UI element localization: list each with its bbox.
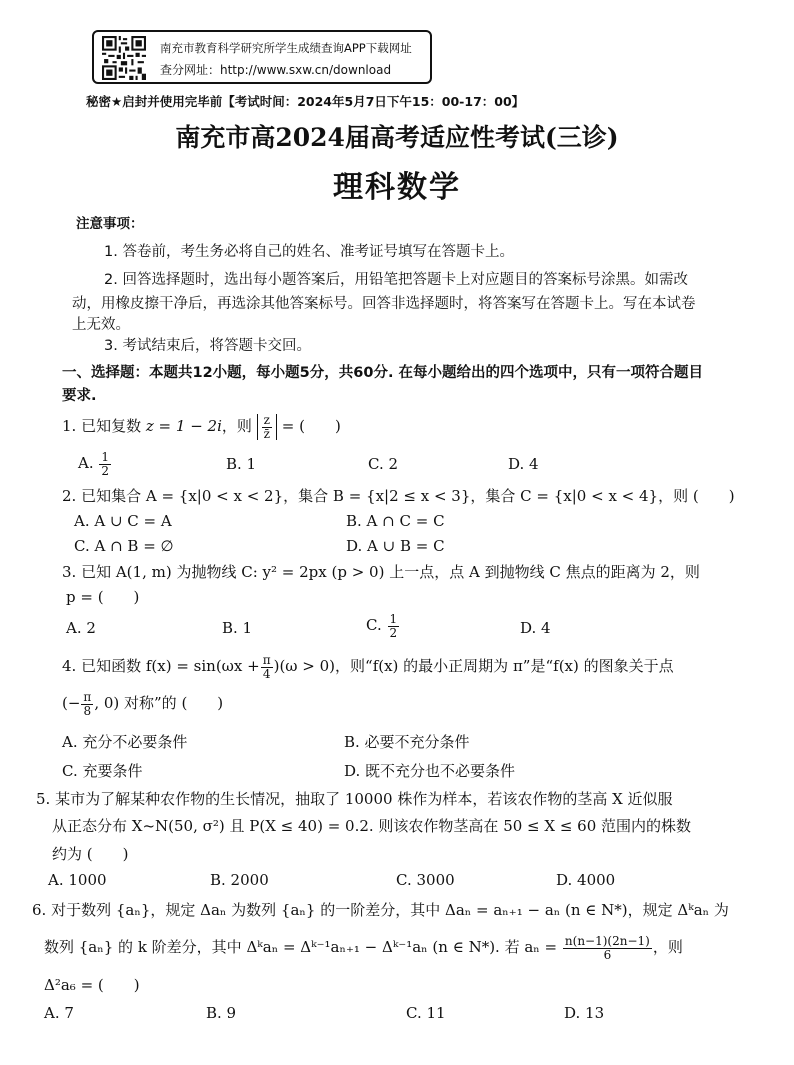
q1-option-b: B. 1 bbox=[226, 455, 257, 473]
note-3: 3. 考试结束后，将答题卡交回。 bbox=[104, 338, 311, 354]
q1-option-d: D. 4 bbox=[508, 455, 539, 473]
question-6-line-3: Δ²a₆ = ( ) bbox=[44, 976, 140, 994]
q6-frac-num: n(n−1)(2n−1) bbox=[564, 934, 650, 948]
q4-option-d: D. 既不充分也不必要条件 bbox=[344, 762, 516, 780]
q6-option-b: B. 9 bbox=[206, 1004, 237, 1022]
q4-stem-a1: 4. 已知函数 f(x) = sin(ωx + bbox=[62, 657, 260, 676]
question-5-line-1: 5. 某市为了解某种农作物的生长情况，抽取了 10000 株作为样本，若该农作物的茎高 X 近似服 bbox=[36, 790, 673, 808]
question-6-line-2 bbox=[44, 935, 683, 961]
q6-frac-den: 6 bbox=[603, 947, 612, 962]
secret-line: 秘密★启封并使用完毕前【考试时间：2024年5月7日下午15：00-17：00】 bbox=[86, 94, 525, 109]
q4-option-b: B. 必要不充分条件 bbox=[344, 733, 470, 751]
note-2-line-3: 上无效。 bbox=[72, 317, 130, 333]
qr-download-text: 南充市教育科学研究所学生成绩查询APP下载网址 bbox=[160, 41, 412, 55]
question-3-line-2: p = ( ) bbox=[66, 588, 140, 606]
q4-frac1-num: π bbox=[262, 653, 271, 667]
q4-frac2-den: 8 bbox=[83, 703, 92, 718]
qr-code-icon bbox=[102, 36, 146, 80]
q1-abs-den: z̄ bbox=[263, 426, 270, 441]
q1-expression: z = 1 − 2i bbox=[145, 417, 222, 436]
q1-option-a bbox=[78, 451, 112, 477]
q1-stem-c: = ( ) bbox=[281, 417, 341, 436]
q6-option-a: A. 7 bbox=[44, 1004, 74, 1022]
question-5-line-2: 从正态分布 X~N(50, σ²) 且 P(X ≤ 40) = 0.2. 则该农作物茎高在 50 ≤ X ≤ 60 范围内的株数 bbox=[52, 817, 692, 835]
exam-subject: 理科数学 bbox=[333, 170, 461, 205]
q3-option-d: D. 4 bbox=[520, 619, 551, 637]
q5-option-d: D. 4000 bbox=[556, 871, 616, 889]
notes-heading: 注意事项： bbox=[76, 216, 144, 232]
q5-option-b: B. 2000 bbox=[210, 871, 269, 889]
q4-frac2-num: π bbox=[83, 690, 92, 704]
q3-option-c-den: 2 bbox=[389, 625, 398, 640]
qr-url-text: 查分网址：http://www.sxw.cn/download bbox=[160, 63, 392, 77]
question-5-line-3: 约为 ( ) bbox=[52, 845, 129, 863]
q6-line-2b: ，则 bbox=[652, 938, 683, 957]
q6-option-c: C. 11 bbox=[406, 1004, 446, 1022]
q4-stem-a2: )(ω > 0)，则“f(x) 的最小正周期为 π”是“f(x) 的图象关于点 bbox=[273, 657, 674, 676]
note-2-line-1: 2. 回答选择题时，选出每小题答案后，用铅笔把答题卡上对应题目的答案标号涂黑。如需改 bbox=[104, 272, 688, 288]
question-3-line-1: 3. 已知 A(1, m) 为抛物线 C: y² = 2px (p > 0) 上一点，点 A 到抛物线 C 焦点的距离为 2，则 bbox=[62, 563, 700, 581]
q1-stem-a: 1. 已知复数 bbox=[62, 417, 142, 436]
question-2: 2. 已知集合 A = {x|0 < x < 2}，集合 B = {x|2 ≤ x < 3}，集合 C = {x|0 < x < 4}，则 ( ) bbox=[62, 487, 735, 505]
q3-option-c-label: C. bbox=[366, 616, 382, 635]
question-4-line-1 bbox=[62, 654, 674, 680]
q2-option-c: C. A ∩ B = ∅ bbox=[74, 537, 174, 555]
q1-stem-b: ，则 bbox=[221, 417, 252, 436]
q3-option-b: B. 1 bbox=[222, 619, 253, 637]
question-4-line-2 bbox=[62, 691, 223, 717]
q2-option-a: A. A ∪ C = A bbox=[74, 512, 172, 530]
question-1 bbox=[62, 414, 341, 440]
note-1: 1. 答卷前，考生务必将自己的姓名、准考证号填写在答题卡上。 bbox=[104, 244, 514, 260]
qr-header-box bbox=[92, 30, 432, 84]
q1-option-a-den: 2 bbox=[101, 463, 110, 478]
section-line-1: 一、选择题：本题共12小题，每小题5分，共60分. 在每小题给出的四个选项中，只有一项符合题目 bbox=[62, 365, 703, 381]
q5-option-c: C. 3000 bbox=[396, 871, 455, 889]
q1-abs-value bbox=[257, 414, 277, 440]
q3-option-c-num: 1 bbox=[389, 612, 398, 626]
q5-option-a: A. 1000 bbox=[48, 871, 107, 889]
q3-option-a: A. 2 bbox=[66, 619, 96, 637]
q1-abs-num: z bbox=[263, 413, 270, 427]
note-2-line-2: 动，用橡皮擦干净后，再选涂其他答案标号。回答非选择题时，将答案写在答题卡上。写在本试卷 bbox=[72, 296, 696, 312]
q2-option-d: D. A ∪ B = C bbox=[346, 537, 445, 555]
q1-option-a-label: A. bbox=[78, 454, 94, 473]
question-6-line-1: 6. 对于数列 {aₙ}，规定 Δaₙ 为数列 {aₙ} 的一阶差分，其中 Δaₙ = aₙ₊₁ − aₙ (n ∈ N*)，规定 Δᵏaₙ 为 bbox=[32, 901, 729, 919]
exam-title: 南充市高2024届高考适应性考试(三诊) bbox=[175, 123, 619, 152]
q4-option-a: A. 充分不必要条件 bbox=[62, 733, 188, 751]
q4-stem-b2: , 0) 对称”的 ( ) bbox=[94, 694, 224, 713]
q6-option-d: D. 13 bbox=[564, 1004, 605, 1022]
q2-option-b: B. A ∩ C = C bbox=[346, 512, 445, 530]
q4-option-c: C. 充要条件 bbox=[62, 762, 143, 780]
q6-line-2a: 数列 {aₙ} 的 k 阶差分，其中 Δᵏaₙ = Δᵏ⁻¹aₙ₊₁ − Δᵏ⁻¹aₙ (n ∈ N*). 若 aₙ = bbox=[44, 938, 558, 957]
q4-stem-b1: (− bbox=[62, 694, 81, 713]
q1-option-a-num: 1 bbox=[101, 450, 110, 464]
section-line-2: 要求. bbox=[62, 388, 97, 404]
q3-option-c bbox=[366, 613, 400, 639]
q1-option-c: C. 2 bbox=[368, 455, 399, 473]
q4-frac1-den: 4 bbox=[262, 666, 271, 681]
